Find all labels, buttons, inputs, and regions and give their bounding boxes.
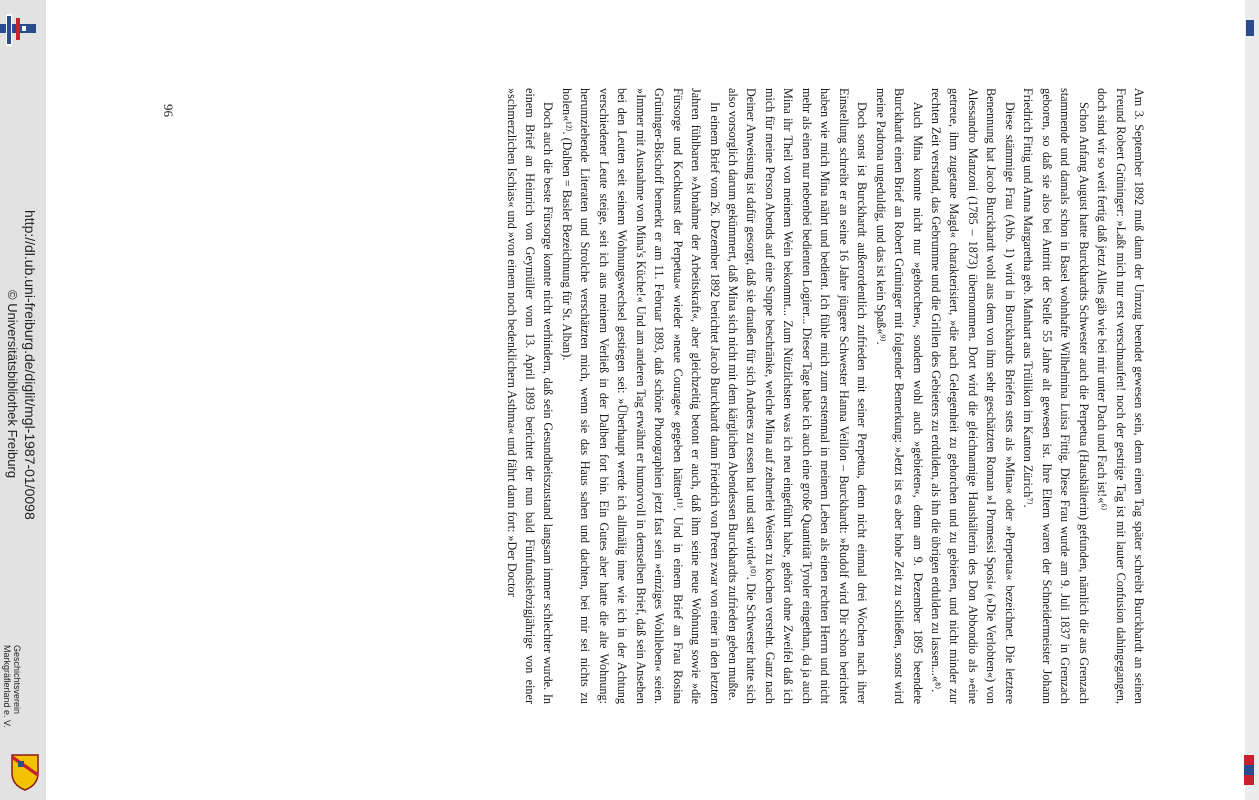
ub-freiburg-logo-icon [0,14,36,46]
society-label [2,645,22,728]
paragraph: Diese stämmige Frau (Abb. 1) wird in Burckhardts Briefen stets als »Mina« oder »Perpetua« bezeichnet. Die letztere Benennung hat Jacob Burckhardt wohl aus dem von ihm sehr geschätzten Roman »I Promessi Sposi« (»Die Verlobten«) von Alessandro Manzoni (1785 – 1873) übernommen. Dort wird die gleichnamige Haushälterin des Don Abbondio als »eine getreue, ihm zugetane Magd« charakterisiert, »die nach Gelegenheit zu gehorchen und zu gebieten, und nicht minder zur rechten Zeit verstand, das Gebrumme und die Grillen des Gebieters zu erdulden, als ihn die übrigen erdulden zu lassen...«⁸⁾. [929,88,1017,704]
permalink-url[interactable]: http://dl.ub.uni-freiburg.de/diglit/mgl-1987-01/0098 [22,210,38,520]
society-line-2: Markgräflerland e. V. [2,645,12,728]
paragraph: Doch auch die beste Fürsorge konnte nicht verhindern, daß sein Gesundheitszustand langsam immer schlechter wurde. In einem Brief an Heinrich von Geymüller vom 13. April 1893 berichtet der nun bald Fünfundsiebzigjährige von einer »schmerzlichen Ischias« und »von einem noch bedenklichern Asthma« und fährt dann fort: »Der Doctor [504,88,556,704]
page-number: 96 [161,104,176,117]
right-viewer-strip [1245,0,1259,800]
paragraph: Auch Mina konnte nicht nur »gehorchen«, sondern wohl auch »gebieten«, denn am 9. Dezember 1895 beendete Burckhardt einen Brief an Robert Grüninger mit folgender Bemerkung: »Jetzt ist es aber hohe Zeit zu schließen, sonst wird meine Padrona ungeduldig, und das ist kein Spaß«⁹⁾. [873,88,925,704]
page-text-block [208,88,1148,704]
copyright-notice: © Universitätsbibliothek Freiburg [5,290,20,479]
society-line-1: Geschichtsverein [12,645,22,715]
paragraph: In einem Brief vom 26. Dezember 1892 berichtet Jacob Burckhardt dann Friedrich von Preen zwar von einer in den letzten Jahren fühlbaren »Abnahme der Arbeitskraft«, aber gleichzeitig betont er auch, daß ihm seine neue Wohnung sowie »die Fürsorge und Kochkunst der Perpetua« wieder »neue Courage« gegeben hätten¹¹⁾. Und in einem Brief an Frau Rosina Grüninger-Bischoff bemerkt er am 11. Februar 1893, daß schöne Photographien jetzt fast sein »einziges Wohlleben« seien. »Immer mit Ausnahme von Mina's Küche!« Und am anderen Tag erwähnt er humorvoll in demselben Brief, daß sein Ansehen bei den Leuten seit seinem Wohnungswechsel gestiegen sei: »Überhaupt werde ich allmälig inne wie ich in der Achtung verschiedener Leute steige, seit ich aus meinem Verließ in der Dalben fort bin. Ein Gutes aber hatte die alte Wohnung: herumziehende Literaten und Strolche verschätzten mich, wenn sie das Haus sahen und dachten, bei mir sei nichts zu holen«¹²⁾. (Dalben = Basler Bezeichnung für St. Alban). [559,88,722,704]
paragraph: Doch sonst ist Burckhardt außerordentlich zufrieden mit seiner Perpetua, denn nicht einmal drei Wochen nach ihrer Einstellung schreibt er an seine 16 Jahre jüngere Schwester Hanna Veillon – Burckhardt: »Rudolf wird Dir schon berichtet haben wie mich Mina nährt und bedient. Ich fühle mich zum erstenmal in meinem Leben als einen rechten Herrn und nicht mehr als einen nur nebenbei bedienten Logirer... Dieser Tage habe ich auch eine große Quantität Tyroler eingethan, da ja auch Mina ihr Theil von meinem Wein bekommt... Zum Nützlichsten was ich neu eingeführt habe, gehört ohne Zweifel daß ich mich für meine Person Abends auf eine Suppe beschränke, welche Mina auf zehnerlei Weisen zu kochen versteht. Ganz nach Deiner Anweisung ist dafür gesorgt, daß sie draußen für sich Anderes zu essen hat und satt wird«¹⁰⁾. Die Schwester hatte sich also vorsorglich darum gekümmert, daß Mina sich nicht mit dem kärglichen Abendessen Burckhardts zufrieden geben mußte. [726,88,870,704]
right-edge-crest-fragment [1244,755,1254,785]
paragraph: Schon Anfang August hatte Burckhardts Schwester auch die Perpetua (Haushälterin) gefunden, nämlich die aus Grenzach stammende und damals schon in Basel wohnhafte Wilhelmina Luisa Fittig. Diese Frau wurde am 9. Juli 1837 in Grenzach geboren, so daß sie also bei Antritt der Stelle 55 Jahre alt gewesen ist. Ihre Eltern waren der Schneidermeister Johann Friedrich Fittig und Anna Margaretha geb. Manhart aus Trüllikon im Kanton Zürich⁷⁾. [1021,88,1091,704]
right-edge-mark [1246,20,1254,36]
paragraph: Am 3. September 1892 muß dann der Umzug beendet gewesen sein, denn einen Tag später schreibt Burckhardt an seinen Freund Robert Grüninger: »Laßt mich nur erst verschnaufen! noch der gestrige Tag ist mit lauter Confusion dahingegangen, doch sind wir so weit fertig daß jetzt Alles gäb wie bei mir unter Dach und Fach ist!«⁶⁾ [1095,88,1146,704]
coat-of-arms-icon [10,753,40,791]
